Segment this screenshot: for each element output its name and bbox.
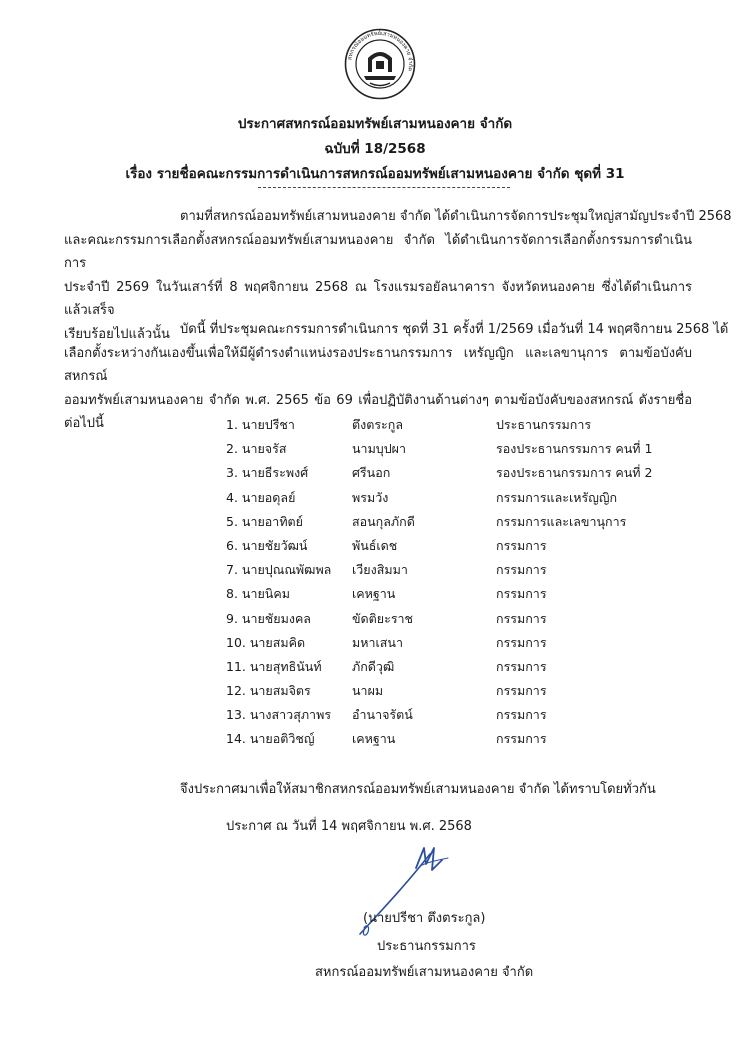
cooperative-seal-icon bbox=[344, 28, 416, 100]
committee-row bbox=[226, 705, 686, 729]
paragraph-line: ออมทรัพย์เสามหนองคาย จำกัด พ.ศ. 2565 ข้อ 69 เพื่อปฏิบัติงานด้านต่างๆ ตามข้อบังคับของสหกรณ์ ดังรายชื่อ bbox=[64, 392, 692, 408]
member-role: รองประธานกรรมการ คนที่ 2 bbox=[496, 465, 653, 481]
member-last-name: เวียงสิมมา bbox=[352, 562, 408, 578]
member-first-name: 7. นายปุณณพัฒพล bbox=[226, 562, 332, 578]
committee-row bbox=[226, 657, 686, 681]
paragraph-line: บัดนี้ ที่ประชุมคณะกรรมการดำเนินการ ชุดที่ 31 ครั้งที่ 1/2569 เมื่อวันที่ 14 พฤศจิกายน 2568 ได้ bbox=[180, 322, 729, 337]
member-role: กรรมการ bbox=[496, 658, 547, 674]
member-role: กรรมการ bbox=[496, 683, 547, 699]
member-last-name: ขัดติยะราช bbox=[352, 610, 414, 626]
committee-row bbox=[226, 415, 686, 439]
paragraph-line: ตามที่สหกรณ์ออมทรัพย์เสามหนองคาย จำกัด ได้ดำเนินการจัดการประชุมใหญ่สามัญประจำปี 2568 bbox=[180, 209, 732, 224]
member-last-name: เคหฐาน bbox=[352, 731, 396, 747]
member-last-name: อำนาจรัตน์ bbox=[352, 707, 413, 723]
member-last-name: พรมวัง bbox=[352, 489, 389, 505]
section-divider bbox=[258, 187, 510, 188]
member-role: กรรมการ bbox=[496, 707, 547, 723]
member-last-name: เคหฐาน bbox=[352, 586, 396, 602]
member-role: ประธานกรรมการ bbox=[496, 417, 592, 432]
member-role: กรรมการ bbox=[496, 634, 547, 650]
paragraph-line: และคณะกรรมการเลือกตั้งสหกรณ์ออมทรัพย์เสามหนองคาย จำกัด ได้ดำเนินการจัดการเลือกตั้งกรรมการดำเนินการ bbox=[64, 232, 692, 271]
member-role: กรรมการ bbox=[496, 586, 547, 602]
paragraph-line: ประจำปี 2569 ในวันเสาร์ที่ 8 พฤศจิกายน 2568 ณ โรงแรมรอยัลนาคารา จังหวัดหนองคาย ซึ่งได้ดำเนินการแล้วเสร็จ bbox=[64, 279, 692, 318]
member-role: รองประธานกรรมการ คนที่ 1 bbox=[496, 441, 653, 457]
committee-row bbox=[226, 463, 686, 487]
paragraph-line: เรียบร้อยไปแล้วนั้น bbox=[64, 326, 170, 342]
member-role: กรรมการ bbox=[496, 537, 547, 553]
announcement-date: ประกาศ ณ วันที่ 14 พฤศจิกายน พ.ศ. 2568 bbox=[226, 819, 472, 834]
member-last-name: นามบุปผา bbox=[352, 441, 407, 457]
member-first-name: 14. นายอติวิชญ์ bbox=[226, 731, 315, 747]
signatory-organization: สหกรณ์ออมทรัพย์เสามหนองคาย จำกัด bbox=[315, 965, 534, 980]
member-first-name: 2. นายจรัส bbox=[226, 441, 287, 457]
member-last-name: พันธ์เดช bbox=[352, 537, 398, 553]
member-first-name: 12. นายสมจิตร bbox=[226, 683, 311, 699]
member-role: กรรมการและเหรัญญิก bbox=[496, 489, 618, 505]
member-first-name: 6. นายชัยวัฒน์ bbox=[226, 537, 308, 553]
member-role: กรรมการและเลขานุการ bbox=[496, 513, 627, 529]
member-last-name: นาผม bbox=[352, 683, 384, 699]
committee-row bbox=[226, 633, 686, 657]
committee-row bbox=[226, 439, 686, 463]
paragraph-line: เลือกตั้งระหว่างกันเองขึ้นเพื่อให้มีผู้ดำรงตำแหน่งรองประธานกรรมการ เหรัญญิก และเลขานุการ ตามข้อบังคับสหกรณ์ bbox=[64, 345, 692, 384]
announcement-number: ฉบับที่ 18/2568 bbox=[324, 141, 426, 157]
member-first-name: 11. นายสุทธินันท์ bbox=[226, 658, 322, 674]
committee-row bbox=[226, 609, 686, 633]
signatory-position: ประธานกรรมการ bbox=[377, 939, 476, 954]
closing-notice: จึงประกาศมาเพื่อให้สมาชิกสหกรณ์ออมทรัพย์เสามหนองคาย จำกัด ได้ทราบโดยทั่วกัน bbox=[180, 782, 656, 797]
member-first-name: 5. นายอาทิตย์ bbox=[226, 513, 303, 529]
committee-row bbox=[226, 536, 686, 560]
member-last-name: ศรีนอก bbox=[352, 465, 391, 481]
member-role: กรรมการ bbox=[496, 562, 547, 578]
member-first-name: 1. นายปรีชา bbox=[226, 417, 295, 432]
paragraph-line: ต่อไปนี้ bbox=[64, 416, 104, 431]
member-first-name: 8. นายนิคม bbox=[226, 586, 290, 602]
committee-row bbox=[226, 681, 686, 705]
member-first-name: 10. นายสมคิด bbox=[226, 634, 306, 650]
member-role: กรรมการ bbox=[496, 610, 547, 626]
seal-outer-text: สหกรณ์ออมทรัพย์เสามหนองคาย จำกัด bbox=[347, 30, 414, 72]
signatory-name: (นายปรีชา ตึงตระกูล) bbox=[363, 911, 486, 926]
member-first-name: 13. นางสาวสุภาพร bbox=[226, 707, 332, 723]
committee-row bbox=[226, 729, 686, 753]
member-first-name: 4. นายอดุลย์ bbox=[226, 489, 296, 505]
member-last-name: ตึงตระกูล bbox=[352, 417, 403, 432]
member-last-name: มหาเสนา bbox=[352, 634, 403, 650]
announcement-subject: เรื่อง รายชื่อคณะกรรมการดำเนินการสหกรณ์ออมทรัพย์เสามหนองคาย จำกัด ชุดที่ 31 bbox=[125, 166, 625, 182]
member-last-name: สอนกุลภักดี bbox=[352, 513, 415, 529]
member-first-name: 9. นายชัยมงคล bbox=[226, 610, 311, 626]
committee-list bbox=[226, 415, 686, 754]
member-last-name: ภักดีวุฒิ bbox=[352, 658, 395, 674]
member-first-name: 3. นายธีระพงศ์ bbox=[226, 465, 309, 481]
committee-row bbox=[226, 584, 686, 608]
announcement-title: ประกาศสหกรณ์ออมทรัพย์เสามหนองคาย จำกัด bbox=[237, 116, 513, 132]
member-role: กรรมการ bbox=[496, 731, 547, 747]
committee-row bbox=[226, 560, 686, 584]
committee-row bbox=[226, 488, 686, 512]
committee-row bbox=[226, 512, 686, 536]
